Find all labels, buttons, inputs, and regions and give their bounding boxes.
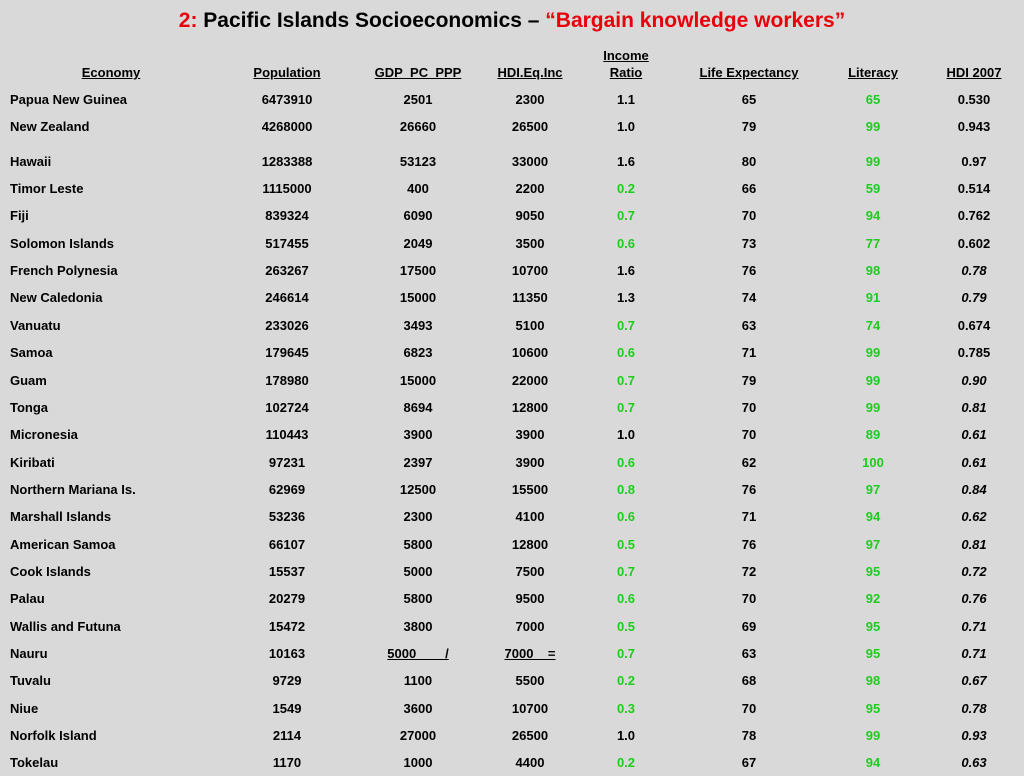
table-row [0,421,1024,448]
cell-gdp: 6090 [403,208,433,224]
cell-hdi-eq-inc: 4100 [515,509,545,525]
cell-hdi-eq-inc: 33000 [511,153,549,169]
table-row [0,202,1024,229]
cell-literacy: 99 [865,728,881,744]
cell-income-ratio: 0.8 [616,481,636,497]
cell-literacy: 95 [865,618,881,634]
cell-economy: Fiji [10,208,29,224]
header-population: Population [253,65,321,80]
cell-literacy: 94 [865,509,881,525]
cell-hdi-eq-inc: 5100 [515,317,545,333]
cell-literacy: 97 [865,536,881,552]
cell-life-expectancy: 63 [741,646,757,661]
cell-gdp: 26660 [399,119,437,135]
cell-literacy: 65 [865,92,881,107]
cell-literacy: 91 [865,290,881,306]
table-row [0,585,1024,612]
cell-life-expectancy: 69 [741,618,757,634]
cell-population: 110443 [265,427,309,443]
cell-hdi-2007: 0.81 [961,399,987,415]
cell-population: 2114 [272,728,302,744]
header-life-expectancy: Life Expectancy [699,65,799,80]
table-row [0,230,1024,257]
cell-gdp: 3900 [403,427,433,443]
cell-literacy: 89 [865,427,881,443]
cell-hdi-eq-inc: 5500 [515,673,545,689]
cell-life-expectancy: 76 [741,481,757,497]
cell-hdi-2007: 0.943 [957,119,991,135]
cell-life-expectancy: 70 [741,591,757,607]
cell-income-ratio: 0.2 [616,755,636,771]
cell-hdi-eq-inc: 2300 [515,92,545,107]
cell-hdi-2007: 0.602 [957,235,991,251]
cell-economy: Tokelau [10,755,59,771]
cell-gdp: 3800 [403,618,433,634]
cell-literacy: 95 [865,646,881,661]
page-title [0,9,1024,33]
cell-economy: Kiribati [10,454,55,470]
cell-economy: Northern Mariana Is. [10,481,136,497]
cell-life-expectancy: 79 [741,372,757,388]
cell-economy: Solomon Islands [10,235,115,251]
cell-population: 178980 [265,372,309,388]
cell-gdp: 8694 [403,399,433,415]
cell-literacy: 99 [865,345,881,361]
cell-hdi-2007: 0.71 [961,646,987,661]
cell-literacy: 99 [865,153,881,169]
cell-income-ratio: 0.7 [616,372,636,388]
cell-income-ratio: 0.7 [616,646,636,661]
cell-life-expectancy: 74 [741,290,757,306]
table-row [0,476,1024,503]
cell-literacy: 98 [865,263,881,279]
table-row [0,667,1024,694]
table-row [0,695,1024,722]
cell-population: 10163 [268,646,306,661]
cell-gdp: 5000 [403,563,433,579]
cell-income-ratio: 0.7 [616,208,636,224]
cell-population: 233026 [265,317,309,333]
cell-gdp: 2300 [403,509,433,525]
cell-population: 246614 [265,290,309,306]
cell-economy: Tuvalu [10,673,51,689]
cell-literacy: 59 [865,181,881,197]
cell-hdi-2007: 0.63 [961,755,987,771]
cell-literacy: 77 [865,235,881,251]
cell-gdp: 5000 / [387,646,449,661]
cell-population: 1549 [272,700,302,716]
table-row [0,284,1024,311]
cell-hdi-eq-inc: 9500 [515,591,545,607]
cell-population: 66107 [268,536,306,552]
cell-hdi-2007: 0.76 [961,591,987,607]
cell-life-expectancy: 71 [741,509,757,525]
cell-literacy: 98 [865,673,881,689]
cell-life-expectancy: 63 [741,317,757,333]
cell-literacy: 100 [862,454,884,470]
cell-hdi-eq-inc: 3900 [515,427,545,443]
cell-population: 179645 [265,345,309,361]
table-row [0,558,1024,585]
cell-life-expectancy: 70 [741,399,757,415]
header-literacy: Literacy [848,65,898,80]
cell-hdi-2007: 0.514 [957,181,991,197]
cell-economy: American Samoa [10,536,116,552]
cell-economy: Samoa [10,345,53,361]
cell-hdi-eq-inc: 26500 [511,119,549,135]
cell-economy: Nauru [10,646,48,661]
header-income-ratio-line1: Income [603,48,649,63]
cell-hdi-2007: 0.84 [961,481,987,497]
cell-hdi-2007: 0.79 [961,290,987,306]
cell-population: 1115000 [262,181,312,197]
cell-population: 102724 [265,399,309,415]
cell-population: 15537 [268,563,306,579]
cell-life-expectancy: 78 [741,728,757,744]
cell-economy: French Polynesia [10,263,118,279]
cell-gdp: 17500 [399,263,437,279]
table-row [0,640,1024,667]
cell-hdi-2007: 0.72 [961,563,987,579]
cell-economy: New Zealand [10,119,90,135]
table-row [0,257,1024,284]
cell-economy: Cook Islands [10,563,91,579]
cell-economy: Wallis and Futuna [10,618,121,634]
cell-income-ratio: 0.7 [616,317,636,333]
cell-hdi-eq-inc: 15500 [511,481,549,497]
table-row [0,367,1024,394]
cell-hdi-eq-inc: 3500 [515,235,545,251]
cell-income-ratio: 0.6 [616,345,636,361]
cell-population: 20279 [268,591,306,607]
cell-literacy: 97 [865,481,881,497]
cell-population: 62969 [268,481,306,497]
cell-gdp: 2501 [403,92,433,107]
cell-life-expectancy: 73 [741,235,757,251]
cell-hdi-2007: 0.97 [961,153,987,169]
cell-income-ratio: 0.6 [616,509,636,525]
cell-gdp: 2397 [403,454,433,470]
cell-hdi-eq-inc: 2200 [515,181,545,197]
header-hdi-eq-inc: HDI.Eq.Inc [497,65,563,80]
cell-gdp: 15000 [399,372,437,388]
cell-income-ratio: 0.3 [616,700,636,716]
table-row [0,749,1024,776]
cell-income-ratio: 1.0 [616,427,636,443]
table-row [0,531,1024,558]
cell-hdi-2007: 0.67 [961,673,987,689]
cell-gdp: 53123 [399,153,437,169]
cell-economy: Palau [10,591,45,607]
cell-hdi-2007: 0.785 [957,345,991,361]
cell-life-expectancy: 70 [741,427,757,443]
cell-population: 517455 [265,235,309,251]
cell-hdi-eq-inc: 10700 [511,263,549,279]
cell-hdi-2007: 0.93 [961,728,987,744]
cell-income-ratio: 0.5 [616,536,636,552]
cell-hdi-2007: 0.61 [961,454,987,470]
cell-income-ratio: 1.0 [616,119,636,135]
cell-life-expectancy: 67 [741,755,757,771]
cell-income-ratio: 0.5 [616,618,636,634]
cell-life-expectancy: 70 [741,700,757,716]
cell-population: 4268000 [261,119,313,135]
cell-income-ratio: 0.2 [616,181,636,197]
cell-hdi-2007: 0.78 [961,263,987,279]
cell-gdp: 2049 [403,235,433,251]
header-income-ratio-line2: Ratio [609,65,643,80]
cell-life-expectancy: 66 [741,181,757,197]
cell-hdi-2007: 0.71 [961,618,987,634]
cell-hdi-eq-inc: 7500 [515,563,545,579]
cell-economy: Hawaii [10,153,52,169]
cell-population: 9729 [272,673,302,689]
cell-life-expectancy: 62 [741,454,757,470]
cell-life-expectancy: 68 [741,673,757,689]
cell-hdi-eq-inc: 7000 = [504,646,556,661]
cell-literacy: 74 [865,317,881,333]
cell-economy: Timor Leste [10,181,84,197]
cell-gdp: 400 [407,181,429,197]
cell-life-expectancy: 65 [741,92,757,107]
cell-population: 1283388 [261,153,313,169]
cell-population: 97231 [268,454,306,470]
table-row [0,339,1024,366]
title-number: 2: [178,9,198,32]
cell-hdi-eq-inc: 10700 [511,700,549,716]
header-hdi-2007: HDI 2007 [946,65,1002,80]
cell-life-expectancy: 71 [741,345,757,361]
cell-gdp: 27000 [399,728,437,744]
cell-hdi-2007: 0.762 [957,208,991,224]
table-row [0,394,1024,421]
cell-gdp: 3600 [403,700,433,716]
cell-life-expectancy: 76 [741,536,757,552]
cell-gdp: 1100 [403,673,433,689]
cell-hdi-eq-inc: 12800 [511,399,549,415]
cell-hdi-2007: 0.78 [961,700,987,716]
cell-economy: Marshall Islands [10,509,112,525]
cell-life-expectancy: 72 [741,563,757,579]
cell-hdi-eq-inc: 7000 [515,618,545,634]
cell-literacy: 99 [865,399,881,415]
title-quote: “Bargain knowledge workers” [545,9,846,32]
cell-population: 839324 [265,208,309,224]
cell-hdi-eq-inc: 9050 [515,208,545,224]
cell-literacy: 99 [865,119,881,135]
cell-population: 6473910 [261,92,313,107]
header-gdp: GDP_PC_PPP [374,65,462,80]
table-row [0,175,1024,202]
cell-hdi-2007: 0.62 [961,509,987,525]
cell-literacy: 99 [865,372,881,388]
cell-literacy: 95 [865,700,881,716]
cell-gdp: 5800 [403,536,433,552]
cell-gdp: 6823 [403,345,433,361]
cell-economy: Tonga [10,399,49,415]
cell-literacy: 95 [865,563,881,579]
cell-literacy: 94 [865,755,881,771]
cell-hdi-eq-inc: 10600 [511,345,549,361]
cell-income-ratio: 0.6 [616,235,636,251]
cell-economy: Guam [10,372,47,388]
cell-hdi-2007: 0.674 [957,317,991,333]
cell-income-ratio: 0.7 [616,563,636,579]
cell-gdp: 1000 [403,755,433,771]
table-row [0,722,1024,749]
cell-hdi-eq-inc: 22000 [511,372,549,388]
cell-income-ratio: 0.7 [616,399,636,415]
cell-income-ratio: 1.0 [616,728,636,744]
cell-income-ratio: 0.6 [616,591,636,607]
cell-income-ratio: 1.6 [616,153,636,169]
cell-income-ratio: 0.2 [616,673,636,689]
cell-hdi-eq-inc: 26500 [511,728,549,744]
cell-life-expectancy: 79 [741,119,757,135]
cell-income-ratio: 1.1 [616,92,636,107]
cell-life-expectancy: 76 [741,263,757,279]
cell-hdi-2007: 0.81 [961,536,987,552]
cell-economy: Papua New Guinea [10,92,128,107]
cell-population: 1170 [272,755,302,771]
cell-literacy: 92 [865,591,881,607]
table-row [0,113,1024,140]
cell-gdp: 12500 [399,481,437,497]
cell-hdi-2007: 0.61 [961,427,987,443]
cell-hdi-2007: 0.90 [961,372,987,388]
cell-hdi-2007: 0.530 [957,92,991,107]
table-row [0,86,1024,113]
cell-population: 53236 [268,509,306,525]
cell-gdp: 15000 [399,290,437,306]
cell-economy: New Caledonia [10,290,103,306]
table-row [0,503,1024,530]
table-row [0,148,1024,175]
cell-income-ratio: 0.6 [616,454,636,470]
cell-life-expectancy: 70 [741,208,757,224]
cell-population: 263267 [265,263,309,279]
cell-economy: Norfolk Island [10,728,97,744]
cell-hdi-eq-inc: 12800 [511,536,549,552]
cell-literacy: 94 [865,208,881,224]
cell-hdi-eq-inc: 3900 [515,454,545,470]
cell-life-expectancy: 80 [741,153,757,169]
cell-hdi-eq-inc: 11350 [512,290,548,306]
table-row [0,312,1024,339]
table-row [0,613,1024,640]
cell-hdi-eq-inc: 4400 [515,755,545,771]
cell-income-ratio: 1.3 [616,290,636,306]
cell-economy: Vanuatu [10,317,61,333]
cell-economy: Niue [10,700,39,716]
title-main: Pacific Islands Socioeconomics – [197,9,546,32]
cell-gdp: 3493 [403,317,433,333]
header-economy: Economy [81,65,141,80]
cell-population: 15472 [268,618,306,634]
cell-economy: Micronesia [10,427,78,443]
table-row [0,449,1024,476]
cell-income-ratio: 1.6 [616,263,636,279]
cell-gdp: 5800 [403,591,433,607]
